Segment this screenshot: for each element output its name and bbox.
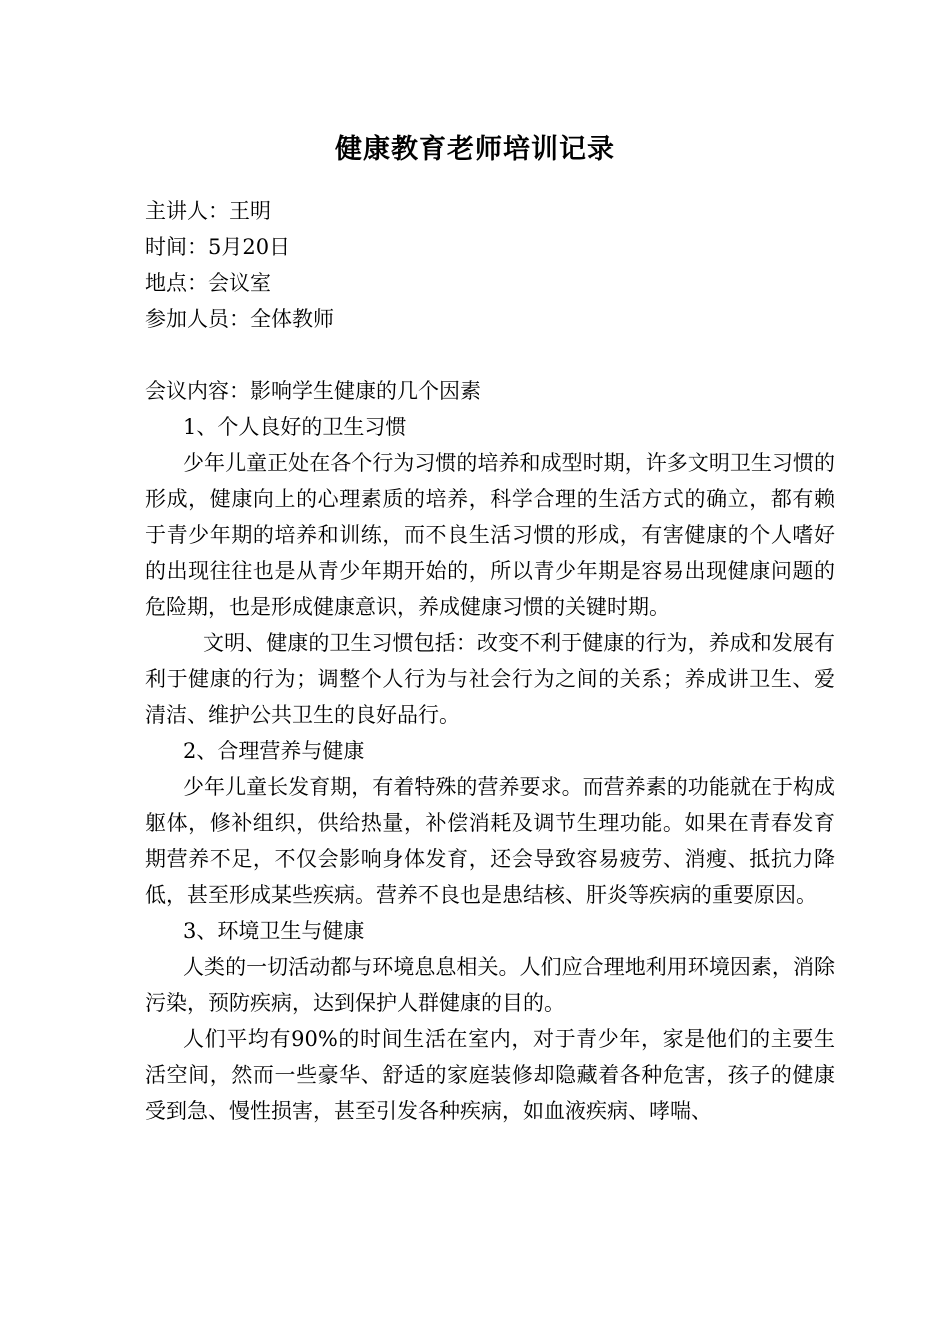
meeting-topic: 会议内容：影响学生健康的几个因素	[145, 379, 481, 403]
meta-location: 地点：会议室	[145, 271, 271, 295]
paragraph-hygiene-1: 少年儿童正处在各个行为习惯的培养和成型时期，许多文明卫生习惯的形成，健康向上的心理素质的培养，科学合理的生活方式的确立，都有赖于青少年期的培养和训练，而不良生活习惯的形成，有害健康的个人嗜好的出现往往也是从青少年期开始的，所以青少年期是容易出现健康问题的危险期，也是形成健康意识，养成健康习惯的关键时期。	[145, 451, 835, 619]
section-heading-nutrition: 2、合理营养与健康	[183, 739, 365, 763]
paragraph-hygiene-2: 文明、健康的卫生习惯包括：改变不利于健康的行为，养成和发展有利于健康的行为；调整个人行为与社会行为之间的关系；养成讲卫生、爱清洁、维护公共卫生的良好品行。	[145, 631, 835, 727]
meta-speaker: 主讲人：王明	[145, 199, 271, 223]
meta-time: 时间：5月20日	[145, 235, 291, 259]
paragraph-environment-2: 人们平均有90%的时间生活在室内，对于青少年，家是他们的主要生活空间，然而一些豪华、舒适的家庭装修却隐藏着各种危害，孩子的健康受到急、慢性损害，甚至引发各种疾病，如血液疾病、哮喘、	[145, 1027, 835, 1123]
document-body	[145, 373, 835, 1129]
meta-attendees: 参加人员：全体教师	[145, 307, 334, 331]
section-heading-environment: 3、环境卫生与健康	[183, 919, 365, 943]
section-heading-hygiene: 1、个人良好的卫生习惯	[183, 415, 407, 439]
paragraph-environment-1: 人类的一切活动都与环境息息相关。人们应合理地利用环境因素，消除污染，预防疾病，达到保护人群健康的目的。	[145, 955, 835, 1015]
page-title: 健康教育老师培训记录	[335, 134, 615, 165]
paragraph-nutrition-1: 少年儿童长发育期，有着特殊的营养要求。而营养素的功能就在于构成躯体，修补组织，供给热量，补偿消耗及调节生理功能。如果在青春发育期营养不足，不仅会影响身体发育，还会导致容易疲劳、消瘦、抵抗力降低，甚至形成某些疾病。营养不良也是患结核、肝炎等疾病的重要原因。	[145, 775, 835, 907]
